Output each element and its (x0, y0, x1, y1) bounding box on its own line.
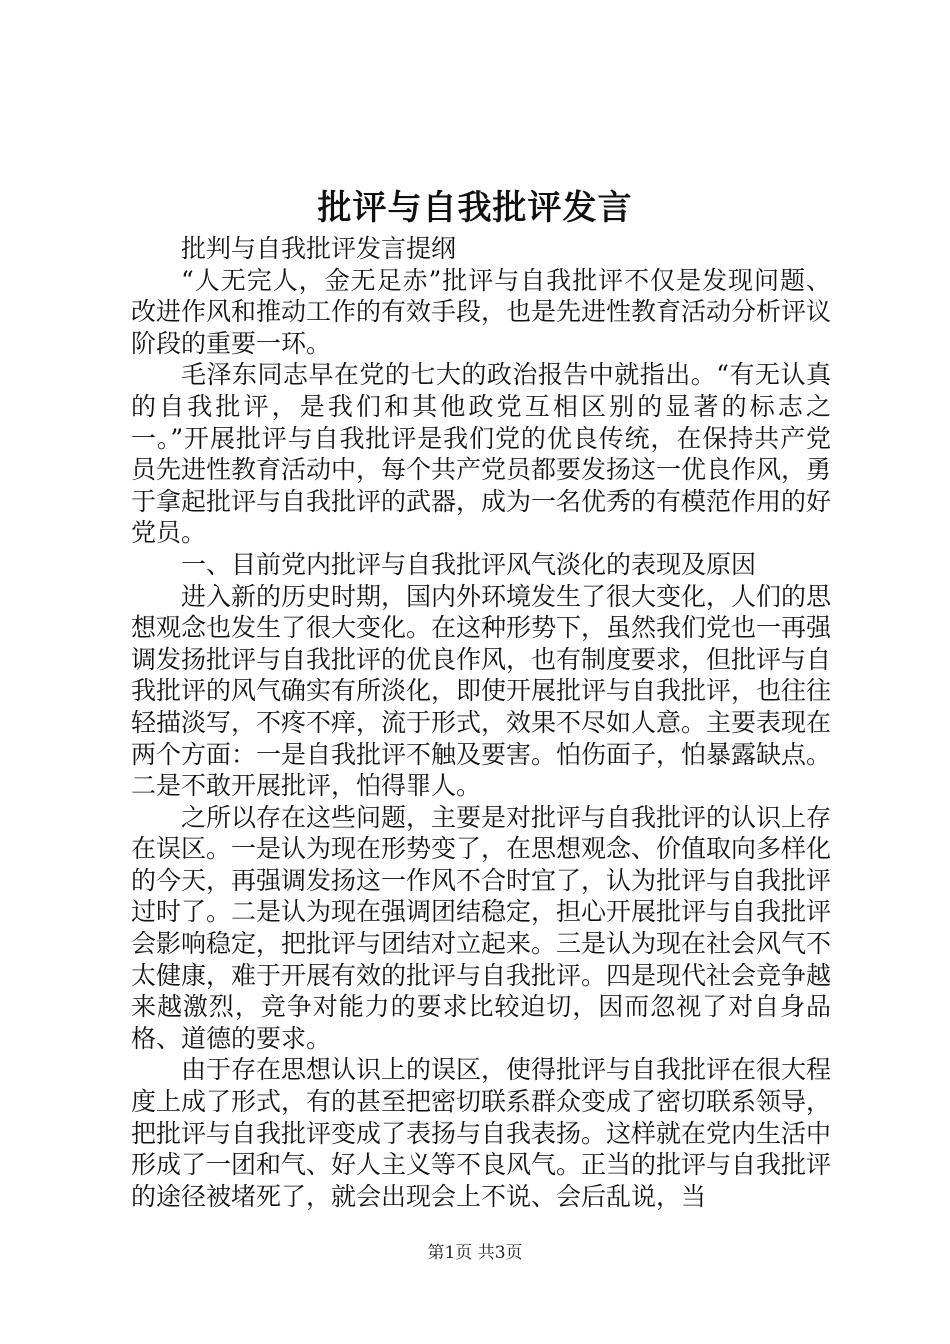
outline-heading: 批判与自我批评发言提纲 (181, 234, 457, 263)
paragraph-misconceptions: 由于存在思想认识上的误区，使得批评与自我批评在很大程度上成了形式，有的甚至把密切联系群众变成了密切联系领导，把批评与自我批评变成了表扬与自我表扬。这样就在党内生活中形成了一团和气、好人主义等不良风气。正当的批评与自我批评的途径被堵死了，就会出现会上不说、会后乱说，当 (131, 1055, 832, 1211)
paragraph-new-era: 进入新的历史时期，国内外环境发生了很大变化，人们的思想观念也发生了很大变化。在这种形势下，虽然我们党也一再强调发扬批评与自我批评的优良作风，也有制度要求，但批评与自我批评的风气确实有所淡化，即使开展批评与自我批评，也往往轻描淡写，不疼不痒，流于形式，效果不尽如人意。主要表现在两个方面：一是自我批评不触及要害。怕伤面子，怕暴露缺点。二是不敢开展批评，怕得罪人。 (131, 581, 832, 801)
section-heading-1: 一、目前党内批评与自我批评风气淡化的表现及原因 (181, 549, 757, 579)
document-title: 批评与自我批评发言 (317, 188, 633, 228)
paragraph-intro: “人无完人，金无足赤”批评与自我批评不仅是发现问题、改进作风和推动工作的有效手段，也是先进性教育活动分析评议阶段的重要一环。 (131, 265, 832, 358)
paragraph-mao-quote: 毛泽东同志早在党的七大的政治报告中就指出。“有无认真的自我批评，是我们和其他政党互相区别的显著的标志之一。”开展批评与自我批评是我们党的优良传统，在保持共产党员先进性教育活动中，每个共产党员都要发扬这一优良作风，勇于拿起批评与自我批评的武器，成为一名优秀的有模范作用的好党员。 (131, 360, 832, 548)
paragraph-reasons: 之所以存在这些问题，主要是对批评与自我批评的认识上存在误区。一是认为现在形势变了，在思想观念、价值取向多样化的今天，再强调发扬这一作风不合时宜了，认为批评与自我批评过时了。二是认为现在强调团结稳定，担心开展批评与自我批评会影响稳定，把批评与团结对立起来。三是认为现在社会风气不太健康，难于开展有效的批评与自我批评。四是现代社会竞争越来越激烈，竞争对能力的要求比较迫切，因而忽视了对自身品格、道德的要求。 (131, 802, 832, 1053)
page-footer: 第1页 共3页 (427, 1243, 523, 1263)
document-body (131, 233, 831, 1212)
